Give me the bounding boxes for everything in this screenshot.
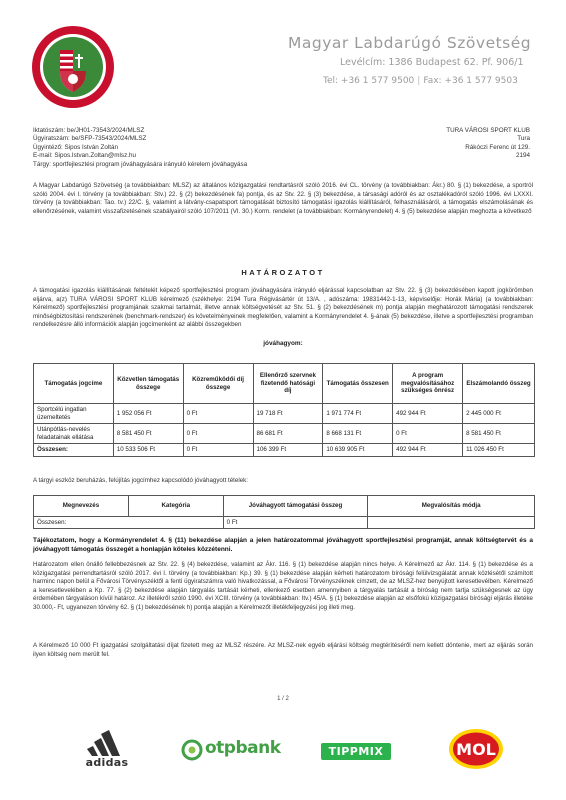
total-label: Összesen: xyxy=(34,444,114,457)
total-cell: 492 944 Ft xyxy=(393,444,463,457)
col-header: Közvetlen támogatás összege xyxy=(113,364,183,404)
tippmix-wordmark: TIPPMIX xyxy=(328,745,384,758)
assets-table xyxy=(33,495,535,529)
mlsz-logo xyxy=(30,24,116,110)
col-header: Jóváhagyott támogatási összeg xyxy=(223,496,368,517)
approve-heading: jóváhagyom: xyxy=(263,340,303,347)
org-fax: Fax: +36 1 577 9503 xyxy=(423,76,518,86)
table-row xyxy=(34,404,535,424)
table-cell: 19 718 Ft xyxy=(253,404,323,424)
table-cell: Sportcélú ingatlan üzemeltetés xyxy=(34,404,114,424)
table-cell: 0 Ft xyxy=(183,404,253,424)
table-cell: 1 971 774 Ft xyxy=(323,404,393,424)
total-label: Összesen: xyxy=(34,517,224,529)
publication-notice: Tájékoztatom, hogy a Kormányrendelet 4. § (11) bekezdése alapján a jelen határozatommal jóváhagyott sportfejlesztési programját, annak költségtervét és a jóváhagyott támogatás összegét a honlapján köteles közzétenni. xyxy=(33,537,533,553)
reference-number: Iktatószám: be/JH01-73543/2024/MLSZ xyxy=(33,127,145,134)
intro-paragraph: A Magyar Labdarúgó Szövetség (a továbbiakban: MLSZ) az általános közigazgatási rendtartásról szóló 2016. évi CL. törvény (a továbbiakban: Ákr.) 80. § (1) bekezdése, a sportról szóló 2004. évi I. törvény (a továbbiakban: Stv.) 22. § (2) bekezdésének fa) pontja, és az Stv. 22. § (3) bekezdése, a társasági adóról és az osztalékadóról szóló 1996. évi LXXXI. törvény (a továbbiakban: Tao. tv.) 22/C. §, valamint a látvány-csapatsport támogatását biztosító támogatási igazolás kiállításáról, felhasználásáról, a támogatás elszámolásának és ellenőrzésének, valamint visszafizetésének szabályairól szóló 107/2011 (VI. 30.) Korm. rendelet (a továbbiakban: Kormányrendelet) 4. § (5) bekezdése alapján meghozta a következő xyxy=(33,182,533,215)
officer-email: E-mail: Sipos.Istvan.Zoltan@mlsz.hu xyxy=(33,152,136,160)
table-total-row xyxy=(34,444,535,457)
otp-swirl-icon xyxy=(180,738,204,762)
recipient-street: Rákóczi Ferenc út 129. xyxy=(465,143,530,151)
org-phone: Tel: +36 1 577 9500 xyxy=(323,76,415,86)
recipient-address xyxy=(446,127,530,161)
adidas-stripes-icon xyxy=(80,726,134,756)
otp-logo xyxy=(180,738,290,764)
col-header: Megvalósítás módja xyxy=(368,496,535,517)
table-cell: 86 681 Ft xyxy=(253,424,323,444)
col-header: Támogatás jogcíme xyxy=(34,364,114,404)
support-table xyxy=(33,363,535,457)
total-cell: 10 639 905 Ft xyxy=(323,444,393,457)
mol-wordmark: MOL xyxy=(456,740,496,759)
col-header: Közreműködői díj összege xyxy=(183,364,253,404)
table-cell: 1 952 056 Ft xyxy=(113,404,183,424)
fee-paragraph: A Kérelmező 10 000 Ft igazgatási szolgáltatási díjat fizetett meg az MLSZ részére. Az MLSZ-nek egyéb eljárási költség megtérítéséről nem kellett döntenie, mert az eljárás során ilyen költség nem merült fel. xyxy=(33,642,533,658)
org-name: Magyar Labdarúgó Szövetség xyxy=(288,34,532,52)
case-officer: Ügyintéző: Sipos István Zoltán xyxy=(33,143,119,151)
total-cell: 11 026 450 Ft xyxy=(463,444,535,457)
total-cell: 0 Ft xyxy=(223,517,368,529)
recipient-city: Tura xyxy=(517,135,530,143)
table-cell: 0 Ft xyxy=(183,424,253,444)
col-header: Elszámolandó összeg xyxy=(463,364,535,404)
mol-logo xyxy=(448,728,504,770)
decision-paragraph: A támogatási igazolás kiállításának feltételét képező sportfejlesztési program jóváhagyására irányuló eljárással kapcsolatban az Stv. 22. § (3) bekezdésében kapott jogkörömben eljárva, a(z) TURA VÁROSI SPORT KLUB kérelmező (székhelye: 2194 Tura Régivásártér út 13/A. , adószáma: 19831442-1-13, képviselője: Horák Mária) (a továbbiakban: Kérelmező) sportfejlesztési programjának szakmai tartalmát, illetve annak költségvetését az Stv. 51. § (2) bekezdésének m) pontja alapján meghatározott támogatási rendszerek minőségbiztosítási rendszerének (benchmark-rendszer) és követelményeinek megfelelően, valamint a Kormányrendelet 4. §-ának (5) bekezdése, illetve a sportfejlesztési programban rendelkezésre álló információk alapján jogcímenként az alábbi összegekben xyxy=(33,287,533,328)
table-cell: 8 668 131 Ft xyxy=(323,424,393,444)
subject-line: Tárgy: sportfejlesztési program jóváhagyására irányuló kérelem jóváhagyása xyxy=(33,160,248,168)
adidas-logo xyxy=(80,726,134,770)
total-cell: 106 399 Ft xyxy=(253,444,323,457)
page-number: 1 / 2 xyxy=(277,696,289,702)
legal-remedy-paragraph: Határozatom ellen önálló fellebbezésnek az Stv. 22. § (4) bekezdése, valamint az Ákr. 116. § (1) bekezdése alapján nincs helye. A Kérelmező az Ákr. 114. § (1) bekezdése és a közigazgatási perrendtartásról szóló 2017. évi I. törvény (a továbbiakban: Kp.) 39. § (1) bekezdése alapján kérheti határozatom bírósági felülvizsgálatát annak közlésétől számított harminc napon belül a Fővárosi Törvényszéktől a fenti ügyiratszámra való hivatkozással, a Fővárosi Törvényszéknek címzett, de az MLSZ-hez benyújtott keresetlevélben. Kérelmező a keresetlevelében a Kp. 77. § (2) bekezdése alapján tárgyalás tartását kérheti, ellenkező esetben amennyiben a tárgyalás tartását a bíróság nem tartja szükségesnek az ügy érdemében tárgyaláson kívül határoz. Az illetékről szóló 1990. évi XCIII. törvény (a továbbiakban: Itv.) 45/A. § (1) bekezdése alapján az elsőfokú közigazgatási bírósági eljárás illetéke 30.000,- Ft, ugyanezen törvény 62. § (1) bekezdésének h) pontja alapján a Kérelmezőt illetékfeljegyzési jog illeti meg. xyxy=(33,561,533,611)
tippmix-logo xyxy=(321,743,391,760)
meta-left xyxy=(33,127,247,169)
col-header: Kategória xyxy=(128,496,223,517)
table-cell: 0 Ft xyxy=(393,424,463,444)
table-cell: 492 944 Ft xyxy=(393,404,463,424)
case-number: Ügyiratszám: be/SFP-73543/2024/MLSZ xyxy=(33,135,147,143)
recipient-zip: 2194 xyxy=(515,152,530,160)
table-cell: 8 581 450 Ft xyxy=(463,424,535,444)
table-cell: 8 581 450 Ft xyxy=(113,424,183,444)
col-header: Támogatás összesen xyxy=(323,364,393,404)
org-address: Levélcím: 1386 Budapest 62. Pf. 906/1 xyxy=(340,57,524,68)
table-header-row xyxy=(34,496,535,517)
recipient-name: TURA VÁROSI SPORT KLUB xyxy=(446,127,530,134)
table-cell: Utánpótlás-nevelés feladatainak ellátása xyxy=(34,424,114,444)
total-cell xyxy=(368,517,535,529)
col-header: Ellenőrző szervnek fizetendő hatósági díj xyxy=(253,364,323,404)
assets-intro: A tárgyi eszköz beruházás, felújítás jogcímhez kapcsolódó jóváhagyott tételek: xyxy=(33,477,248,484)
total-cell: 0 Ft xyxy=(183,444,253,457)
col-header: A program megvalósításához szükséges önrész xyxy=(393,364,463,404)
total-cell: 10 533 506 Ft xyxy=(113,444,183,457)
adidas-wordmark: adidas xyxy=(85,756,129,769)
table-row xyxy=(34,424,535,444)
otp-wordmark: otpbank xyxy=(205,738,281,758)
col-header: Megnevezés xyxy=(34,496,129,517)
table-header-row xyxy=(34,364,535,404)
table-cell: 2 445 000 Ft xyxy=(463,404,535,424)
org-contact: Tel: +36 1 577 9500 | Fax: +36 1 577 9503 xyxy=(323,76,518,86)
decision-title: HATÁROZATOT xyxy=(241,268,325,277)
table-total-row xyxy=(34,517,535,529)
